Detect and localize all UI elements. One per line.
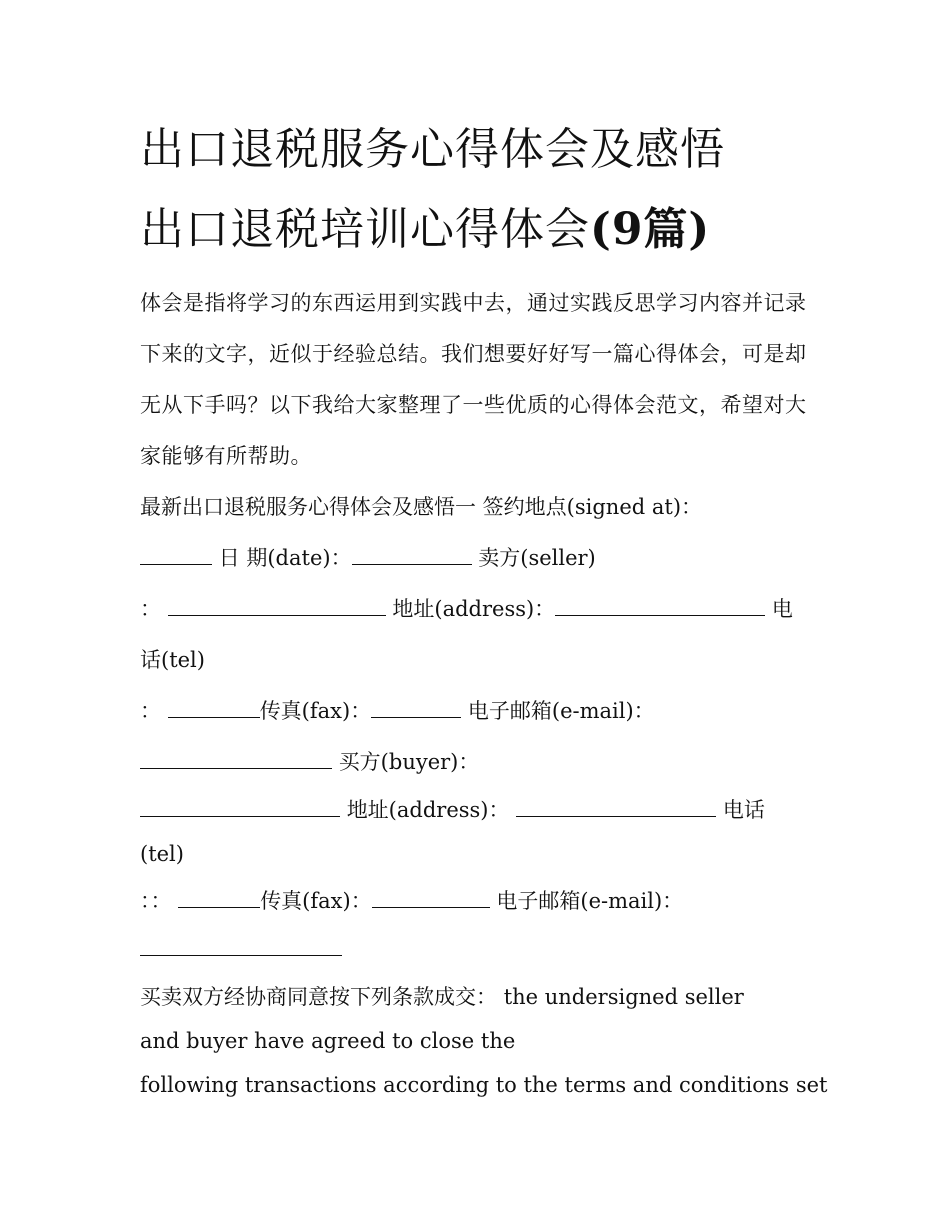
buyer-address-blank — [516, 800, 716, 817]
email-label: 电子邮箱(e-mail)： — [467, 699, 655, 723]
email-blank — [140, 752, 332, 769]
fax-blank — [371, 701, 461, 718]
agreement-line-1 — [140, 975, 820, 1019]
title-line-2 — [140, 190, 820, 270]
buyer-address-label: 地址(address)： — [346, 798, 510, 822]
title-count: (9篇) — [590, 204, 711, 255]
seller-label: 卖方(seller) — [478, 546, 596, 570]
contract-line-date — [140, 533, 820, 584]
document-title — [140, 110, 820, 270]
date-label: 日 期(date)： — [218, 546, 352, 570]
signed-at-blank — [140, 548, 212, 565]
buyer-blank — [140, 800, 340, 817]
buyer-double-colon: ：： — [140, 889, 172, 913]
seller-blank — [168, 599, 386, 616]
contract-line-tel — [140, 635, 820, 686]
contract-line-buyer-tel — [140, 832, 820, 876]
contract-line-seller-address — [140, 584, 820, 635]
title-line-1: 出口退税服务心得体会及感悟 — [140, 124, 725, 175]
agreement-line-2: and buyer have agreed to close the — [140, 1029, 516, 1053]
intro-paragraph: 体会是指将学习的东西运用到实践中去，通过实践反思学习内容并记录下来的文字，近似于经验总结。我们想要好好写一篇心得体会，可是却无从下手吗？以下我给大家整理了一些优质的心得体会范文，希望对大家能够有所帮助。 — [140, 291, 807, 468]
buyer-fax-blank — [372, 891, 490, 908]
contract-line-buyer-email-blank — [140, 927, 820, 971]
fax-label: 传真(fax)： — [259, 699, 372, 723]
agreement-line-3: following transactions according to the terms and conditions set — [140, 1073, 828, 1097]
contract-line-buyer — [140, 737, 820, 788]
title-line-2-main: 出口退税培训心得体会 — [140, 204, 590, 255]
buyer-tel-paren: (tel) — [140, 842, 184, 866]
buyer-email-blank — [140, 939, 342, 956]
agreement-cn: 买卖双方经协商同意按下列条款成交： — [140, 985, 497, 1009]
tel-label-part2: 话(tel) — [140, 648, 205, 672]
contract-line-buyer-fax-email — [140, 876, 820, 927]
tel-colon: ： — [140, 699, 161, 723]
tel-label-part1: 电 — [771, 597, 793, 621]
seller-colon: ： — [140, 597, 161, 621]
section-heading: 最新出口退税服务心得体会及感悟一 签约地点(signed at)： — [140, 495, 703, 519]
contract-line-fax-email — [140, 686, 820, 737]
document-page — [140, 110, 828, 1107]
date-blank — [352, 548, 472, 565]
agreement-en-1: the undersigned seller — [503, 985, 744, 1009]
address-label: 地址(address)： — [392, 597, 556, 621]
contract-line-buyer-address — [140, 788, 820, 832]
buyer-email-label: 电子邮箱(e-mail)： — [496, 889, 684, 913]
buyer-tel-blank — [178, 891, 260, 908]
buyer-tel-label: 电话 — [722, 798, 765, 822]
tel-blank — [168, 701, 260, 718]
buyer-label: 买方(buyer)： — [338, 750, 480, 774]
buyer-fax-label: 传真(fax)： — [260, 889, 372, 913]
address-blank — [555, 599, 765, 616]
